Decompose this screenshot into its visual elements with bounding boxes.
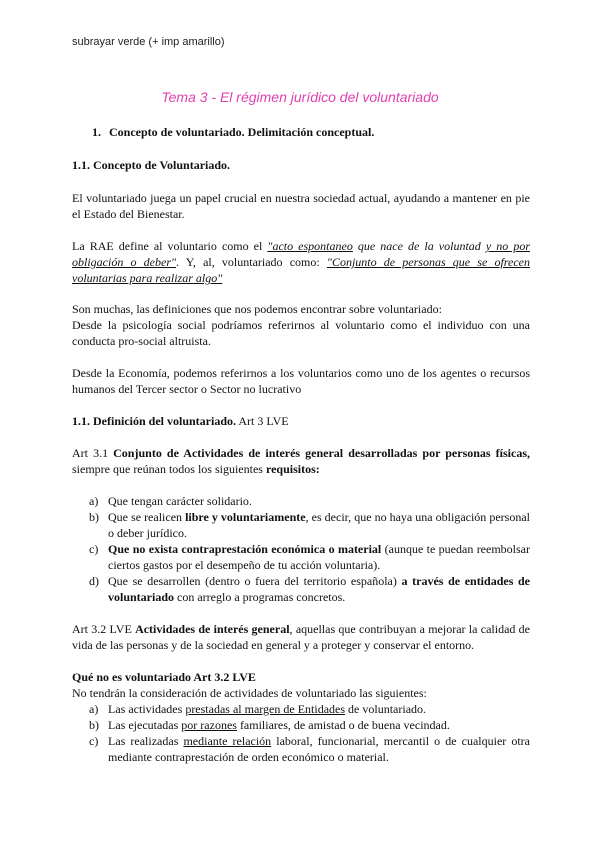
- bold-span: Conjunto de Actividades de interés general desarrolladas por personas físicas,: [113, 446, 530, 460]
- list-marker: a): [89, 494, 99, 508]
- text-span: Las realizadas: [108, 734, 184, 748]
- bold-span: Que no exista contraprestación económica o material: [108, 542, 382, 556]
- text-span: Que se desarrollen (dentro o fuera del territorio española): [108, 574, 402, 588]
- list-marker: b): [89, 718, 99, 732]
- paragraph-definiciones: [72, 301, 530, 349]
- text-span: con arreglo a programas concretos.: [174, 590, 346, 604]
- bold-span: a través de entidades de voluntariado: [108, 574, 530, 604]
- subsection-heading-definicion: [72, 413, 530, 429]
- text-span: , aquellas que contribuyan a mejorar la calidad de vida de las personas y de la sociedad en general y a proteger y conservar el entorno.: [72, 622, 531, 652]
- list-item: [89, 573, 530, 605]
- quote-text: que nace de la voluntad: [352, 239, 486, 253]
- list-marker: d): [89, 574, 99, 588]
- list-marker: c): [89, 542, 99, 556]
- document-title: Tema 3 - El régimen jurídico del voluntariado: [161, 89, 439, 105]
- text-span: (aunque te puedan reembolsar ciertos gastos por el desempeño de tu acción voluntaria).: [108, 542, 530, 572]
- header-note: subrayar verde (+ imp amarillo): [72, 36, 225, 48]
- text-span: Art 3.2 LVE: [72, 622, 136, 636]
- quote-underlined: "Conjunto de personas que se ofrecen voluntarias para realizar algo": [72, 255, 531, 285]
- list-item: [89, 541, 530, 573]
- paragraph-no-voluntariado-intro: No tendrán la consideración de actividades de voluntariado las siguientes:: [72, 686, 427, 700]
- paragraph-voluntariado-intro: El voluntariado juega un papel crucial en nuestra sociedad actual, ayudando a mantener en pie el Estado del Bienestar.: [72, 191, 530, 221]
- list-item: [89, 509, 530, 541]
- list-marker: c): [89, 734, 99, 748]
- list-marker: b): [89, 510, 99, 524]
- text-span: siempre que reúnan todos los siguientes: [72, 462, 266, 476]
- subsection-heading-no-voluntariado: Qué no es voluntariado Art 3.2 LVE: [72, 670, 256, 684]
- text-span: . Y, al, voluntariado como:: [176, 255, 327, 269]
- bold-span: libre y voluntariamente: [185, 510, 306, 524]
- text-span: Las ejecutadas: [108, 718, 182, 732]
- requisitos-list: [89, 493, 530, 605]
- quote-underlined: y no por obligación o deber": [72, 239, 530, 269]
- text-span: de voluntariado.: [345, 702, 427, 716]
- list-item: [89, 493, 530, 509]
- heading-rest: Art 3 LVE: [236, 414, 289, 428]
- bold-span: Actividades de interés general: [135, 622, 290, 636]
- list-item: [89, 717, 530, 733]
- underlined-span: por razones: [181, 718, 237, 732]
- paragraph-rae-definition: [72, 238, 530, 286]
- section-number: 1.: [92, 125, 101, 139]
- text-span: Art 3.1: [72, 446, 114, 460]
- text-span: Las actividades: [108, 702, 186, 716]
- text-span: laboral, funcionarial, mercantil o de cualquier otra mediante contraprestación de orden económico o material.: [108, 734, 531, 764]
- text-line: Son muchas, las definiciones que nos podemos encontrar sobre voluntariado:: [72, 302, 442, 316]
- list-item: [89, 733, 530, 765]
- quote-underlined: "acto espontaneo: [267, 239, 353, 253]
- text-span: Que se realicen: [108, 510, 186, 524]
- subsection-heading-concepto: 1.1. Concepto de Voluntariado.: [72, 158, 231, 172]
- underlined-span: prestadas al margen de Entidades: [185, 702, 346, 716]
- heading-bold: 1.1. Definición del voluntariado.: [72, 414, 237, 428]
- paragraph-art-3-1: [72, 445, 530, 477]
- section-heading-1: [92, 124, 550, 140]
- text-line: Desde la psicología social podríamos referirnos al voluntario como el individuo con una conducta pro-social altruista.: [72, 318, 530, 348]
- list-item: [89, 701, 530, 717]
- text-span: , es decir, que no haya una obligación personal o deber jurídico.: [108, 510, 531, 540]
- text-span: La RAE define al voluntario como el: [72, 239, 268, 253]
- list-marker: a): [89, 702, 99, 716]
- text-span: familiares, de amistad o de buena vecindad.: [236, 718, 450, 732]
- section-title: Concepto de voluntariado. Delimitación conceptual.: [109, 125, 375, 139]
- text-span: Que tengan carácter solidario.: [108, 494, 252, 508]
- no-voluntariado-list: [89, 701, 530, 765]
- bold-span: requisitos:: [265, 462, 320, 476]
- paragraph-art-3-2: [72, 621, 530, 653]
- paragraph-economia: Desde la Economía, podemos referirnos a los voluntarios como uno de los agentes o recursos humanos del Tercer sector o Sector no lucrativo: [72, 366, 530, 396]
- underlined-span: mediante relación: [183, 734, 272, 748]
